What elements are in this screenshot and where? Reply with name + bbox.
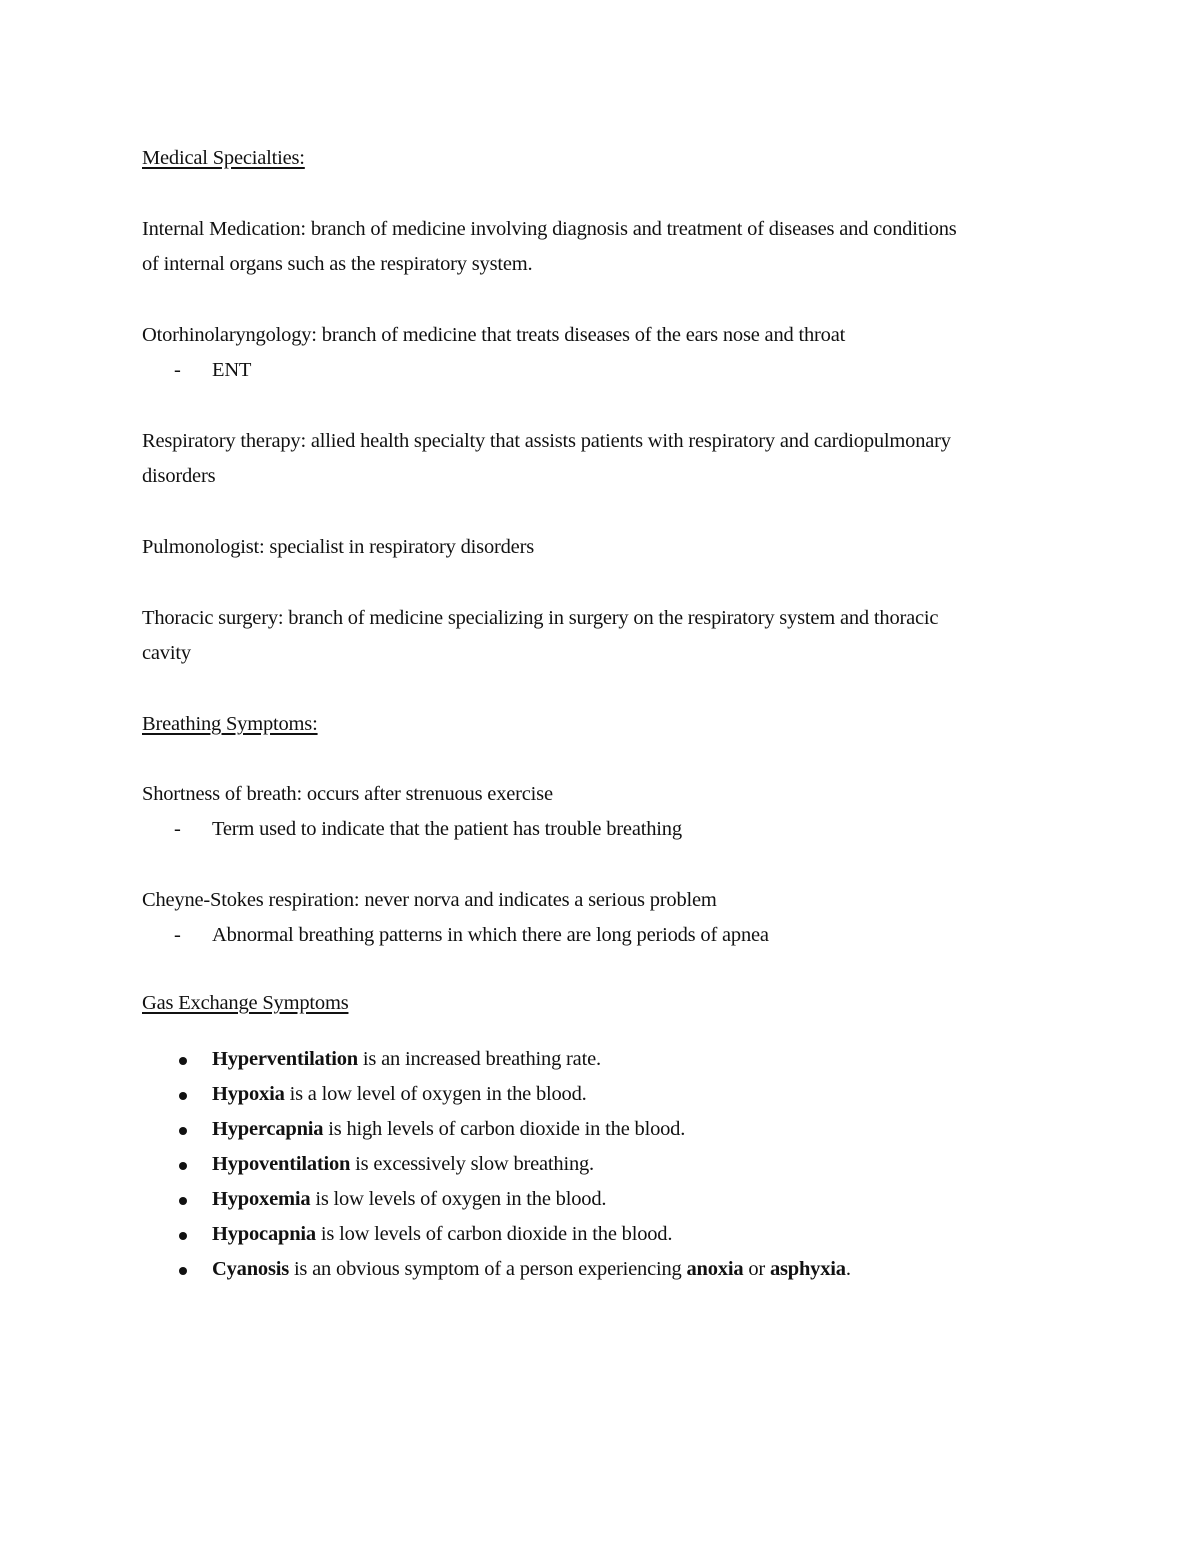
bullet-term: asphyxia bbox=[769, 1258, 846, 1280]
shortness-of-breath-sub-item: Term used to indicate that the patient has trouble breathing bbox=[212, 818, 682, 840]
bullet-text: is low levels of oxygen in the blood. bbox=[310, 1188, 607, 1210]
dash-marker: - bbox=[174, 924, 181, 946]
bullet-item bbox=[212, 1221, 672, 1247]
internal-medication-line-1: Internal Medication: branch of medicine involving diagnosis and treatment of diseases and conditions bbox=[142, 218, 957, 240]
bullet-item bbox=[212, 1046, 601, 1072]
bullet-term: Cyanosis bbox=[212, 1258, 290, 1280]
bullet-item bbox=[212, 1186, 606, 1212]
bullet-text: is an increased breathing rate. bbox=[358, 1048, 601, 1070]
bullet-item bbox=[212, 1256, 851, 1282]
bullet-term: anoxia bbox=[686, 1258, 744, 1280]
bullet-text: is a low level of oxygen in the blood. bbox=[284, 1083, 587, 1105]
shortness-of-breath-line: Shortness of breath: occurs after strenuous exercise bbox=[142, 783, 553, 805]
bullet-icon bbox=[179, 1162, 187, 1170]
dash-marker: - bbox=[174, 359, 181, 381]
bullet-icon bbox=[179, 1232, 187, 1240]
bullet-term: Hypoventilation bbox=[212, 1153, 351, 1175]
bullet-text: is low levels of carbon dioxide in the blood. bbox=[315, 1223, 673, 1245]
cheyne-stokes-sub-item: Abnormal breathing patterns in which there are long periods of apnea bbox=[212, 924, 769, 946]
otorhinolaryngology-sub-item: ENT bbox=[212, 359, 252, 381]
bullet-term: Hypercapnia bbox=[212, 1118, 324, 1140]
pulmonologist-line: Pulmonologist: specialist in respiratory disorders bbox=[142, 536, 534, 558]
cheyne-stokes-line: Cheyne-Stokes respiration: never norva and indicates a serious problem bbox=[142, 889, 717, 911]
heading-medical-specialties: Medical Specialties: bbox=[142, 147, 305, 169]
bullet-text: is high levels of carbon dioxide in the blood. bbox=[323, 1118, 686, 1140]
bullet-icon bbox=[179, 1127, 187, 1135]
bullet-text: is excessively slow breathing. bbox=[350, 1153, 594, 1175]
bullet-item bbox=[212, 1116, 685, 1142]
bullet-icon bbox=[179, 1267, 187, 1275]
bullet-text: or bbox=[743, 1258, 770, 1280]
otorhinolaryngology-line: Otorhinolaryngology: branch of medicine that treats diseases of the ears nose and throat bbox=[142, 324, 846, 346]
bullet-term: Hyperventilation bbox=[212, 1048, 358, 1070]
dash-marker: - bbox=[174, 818, 181, 840]
bullet-icon bbox=[179, 1057, 187, 1065]
bullet-term: Hypocapnia bbox=[212, 1223, 316, 1245]
bullet-term: Hypoxemia bbox=[212, 1188, 311, 1210]
bullet-text: . bbox=[845, 1258, 851, 1280]
bullet-item bbox=[212, 1081, 587, 1107]
thoracic-surgery-line-2: cavity bbox=[142, 642, 191, 664]
bullet-term: Hypoxia bbox=[212, 1083, 285, 1105]
bullet-item bbox=[212, 1151, 594, 1177]
respiratory-therapy-line-2: disorders bbox=[142, 465, 216, 487]
thoracic-surgery-line-1: Thoracic surgery: branch of medicine specializing in surgery on the respiratory system and thoracic bbox=[142, 607, 939, 629]
bullet-icon bbox=[179, 1197, 187, 1205]
heading-breathing-symptoms: Breathing Symptoms: bbox=[142, 713, 318, 735]
internal-medication-line-2: of internal organs such as the respiratory system. bbox=[142, 253, 533, 275]
heading-gas-exchange-symptoms: Gas Exchange Symptoms bbox=[142, 992, 349, 1014]
respiratory-therapy-line-1: Respiratory therapy: allied health specialty that assists patients with respiratory and cardiopulmonary bbox=[142, 430, 951, 452]
bullet-icon bbox=[179, 1092, 187, 1100]
bullet-text: is an obvious symptom of a person experiencing bbox=[289, 1258, 687, 1280]
